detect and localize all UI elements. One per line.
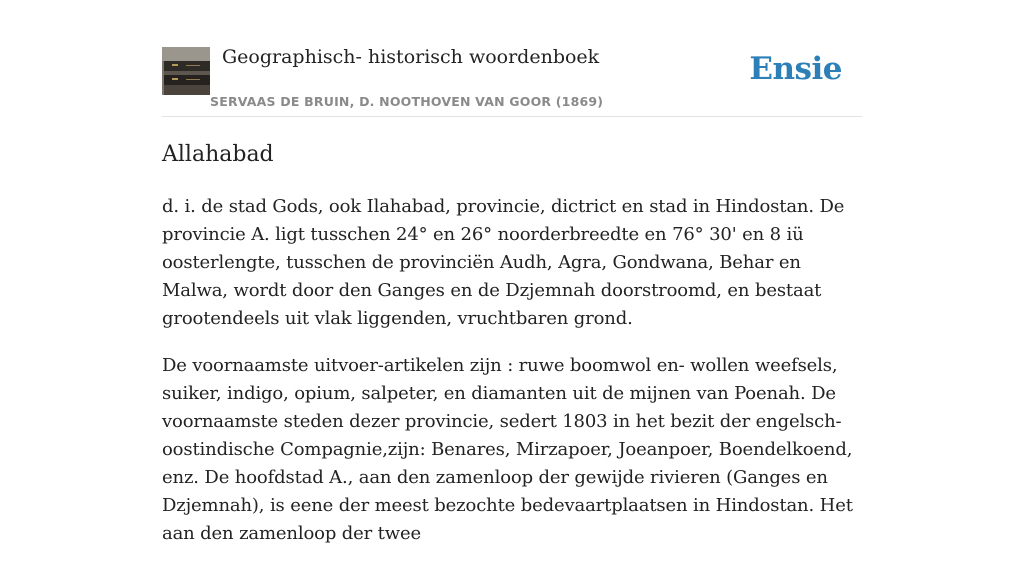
article-paragraph: De voornaamste uitvoer-artikelen zijn : ruwe boomwol en- wollen weefsels, suiker, indigo, opium, salpeter, en diamanten uit de mijnen van Poenah. De voornaamste steden dezer provincie, sedert 1803 in het bezit der engelsch-oostindische Compagnie,zijn: Benares, Mirzapoer, Joeanpoer, Boendelkoend, enz. De hoofdstad A., aan den zamenloop der gewijde rivieren (Ganges en Dzjemnah), is eene der meest bezochte bedevaartplaatsen in Hindostan. Het aan den zamenloop der twee <box>162 355 853 544</box>
ensie-logo[interactable]: Ensie <box>749 51 842 87</box>
entry-title: Allahabad <box>162 142 274 167</box>
header <box>162 0 862 117</box>
article-paragraph: d. i. de stad Gods, ook Ilahabad, provincie, dictrict en stad in Hindostan. De provincie A. ligt tusschen 24° en 26° noorderbreedte en 76° 30' en 8 iü oosterlengte, tusschen de provinciën Audh, Agra, Gondwana, Behar en Malwa, wordt door den Ganges en de Dzjemnah doorstroomd, en bestaat grootendeels uit vlak liggenden, vruchtbaren grond. <box>162 196 845 329</box>
book-authors-year: SERVAAS DE BRUIN, D. NOOTHOVEN VAN GOOR (1869) <box>210 94 604 109</box>
book-cover-avatar[interactable] <box>162 47 210 95</box>
article <box>162 140 862 567</box>
book-cover-icon <box>162 47 210 95</box>
book-title[interactable]: Geographisch- historisch woordenboek <box>222 46 600 68</box>
